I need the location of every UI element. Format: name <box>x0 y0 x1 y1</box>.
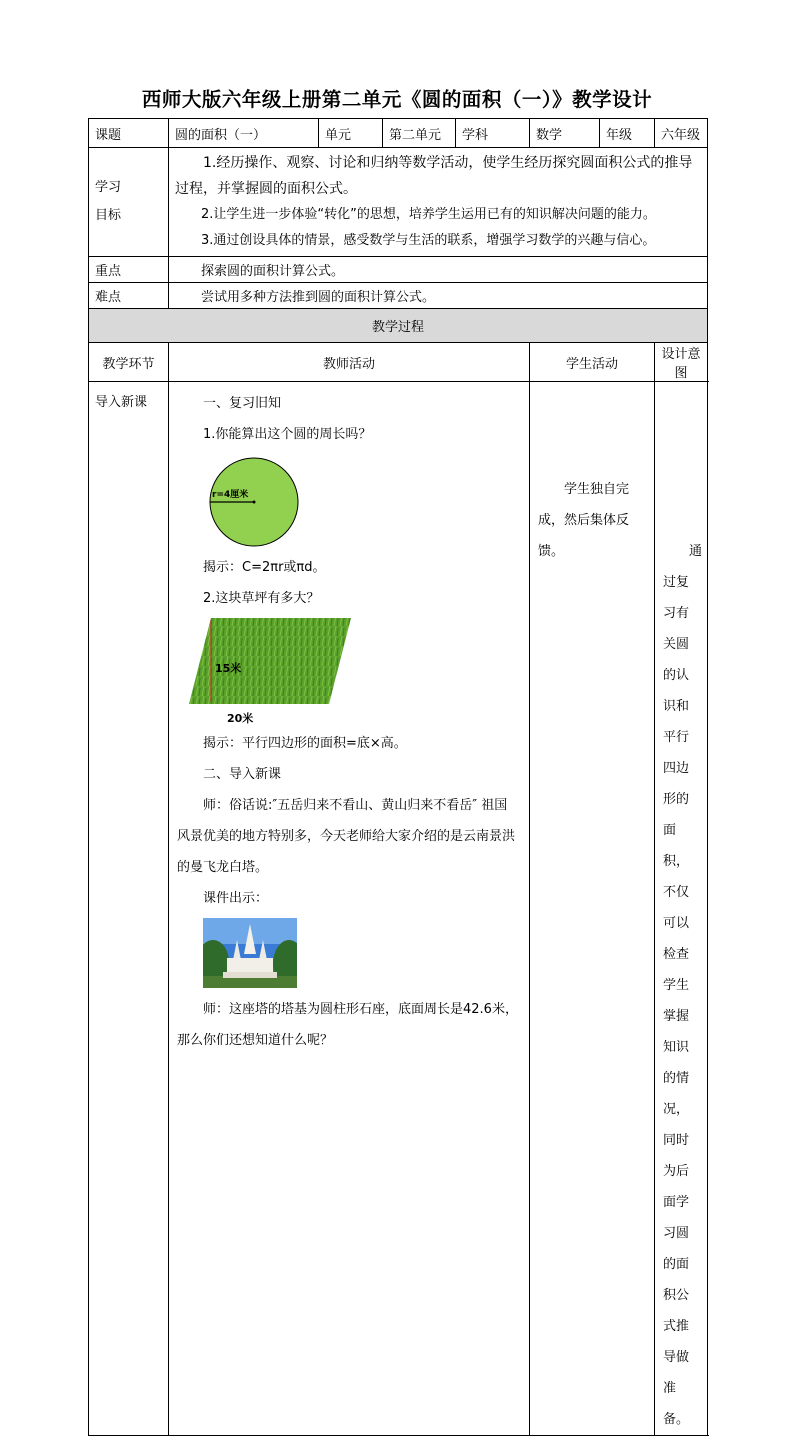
base-label: 20米 <box>227 712 254 725</box>
objectives-label-line2: 目标 <box>95 208 122 223</box>
objective-item-2: 2.让学生进一步体验“转化”的思想，培养学生运用已有的知识解决问题的能力。 <box>201 207 656 222</box>
objectives-content <box>169 148 708 257</box>
courseware-label: 课件出示： <box>203 891 269 906</box>
header-row <box>89 119 708 148</box>
teacher-activity-cell <box>169 382 530 1436</box>
objectives-label <box>89 148 169 257</box>
subject-label: 学科 <box>456 119 530 148</box>
key-point-label: 重点 <box>89 257 169 283</box>
difficulty-row <box>89 283 708 309</box>
radius-label: r=4厘米 <box>212 490 249 500</box>
student-activity: 学生独自完成，然后集体反馈。 <box>538 482 630 559</box>
objectives-row <box>89 148 708 257</box>
design-intent-cell <box>655 382 708 1436</box>
hint-2: 揭示：平行四边形的面积=底×高。 <box>203 736 407 751</box>
circle-center-dot <box>253 501 256 504</box>
grade-value: 六年级 <box>655 119 708 148</box>
circle-figure <box>199 454 309 550</box>
white-pagoda-photo <box>203 918 297 988</box>
topic-value: 圆的面积（一） <box>169 119 319 148</box>
process-heading-row <box>89 309 708 343</box>
page-title: 西师大版六年级上册第二单元《圆的面积（一）》教学设计 <box>141 88 653 111</box>
process-columns-row <box>89 343 708 382</box>
grass-figure <box>189 616 359 728</box>
stage-label: 导入新课 <box>95 395 148 410</box>
objective-item-1: 1.经历操作、观察、讨论和归纳等数学活动，使学生经历探究圆面积公式的推导过程，并掌握圆的面积公式。 <box>175 155 693 197</box>
student-activity-cell <box>530 382 655 1436</box>
col-student: 学生活动 <box>530 343 655 382</box>
question-2: 2.这块草坪有多大？ <box>203 591 320 606</box>
unit-label: 单元 <box>319 119 383 148</box>
lesson-plan-table <box>88 118 708 1436</box>
key-point-row <box>89 257 708 283</box>
teacher-say-2: 师：这座塔的塔基为圆柱形石座，底面周长是42.6米，那么你们还想知道什么呢？ <box>177 1002 518 1048</box>
col-stage: 教学环节 <box>89 343 169 382</box>
grade-label: 年级 <box>600 119 655 148</box>
col-intent: 设计意图 <box>655 343 708 382</box>
unit-value: 第二单元 <box>383 119 456 148</box>
key-point-text: 探索圆的面积计算公式。 <box>169 257 708 283</box>
review-heading: 一、复习旧知 <box>203 396 282 411</box>
subject-value: 数学 <box>530 119 600 148</box>
design-intent: 通过复习有关圆的认识和平行四边形的面积，不仅可以检查学生掌握知识的情况，同时为后面学习圆的面积公式推导做准备。 <box>663 544 703 1427</box>
process-heading: 教学过程 <box>89 309 708 343</box>
hint-1: 揭示：C=2πr或πd。 <box>203 560 326 575</box>
stage-cell <box>89 382 169 1436</box>
teacher-say-1: 师：俗话说:″五岳归来不看山、黄山归来不看岳″ 祖国风景优美的地方特别多，今天老师给大家介绍的是云南景洪的曼飞龙白塔。 <box>177 798 516 875</box>
intro-heading: 二、导入新课 <box>203 767 282 782</box>
col-teacher: 教师活动 <box>169 343 530 382</box>
difficulty-label: 难点 <box>89 283 169 309</box>
objective-item-3: 3.通过创设具体的情景，感受数学与生活的联系，增强学习数学的兴趣与信心。 <box>201 233 656 248</box>
objectives-label-line1: 学习 <box>95 180 122 195</box>
question-1: 1.你能算出这个圆的周长吗？ <box>203 427 372 442</box>
height-label: 15米 <box>215 662 242 675</box>
difficulty-text: 尝试用多种方法推到圆的面积计算公式。 <box>169 283 708 309</box>
lesson-content-row <box>89 382 708 1436</box>
grass-parallelogram <box>189 618 351 704</box>
topic-label: 课题 <box>89 119 169 148</box>
